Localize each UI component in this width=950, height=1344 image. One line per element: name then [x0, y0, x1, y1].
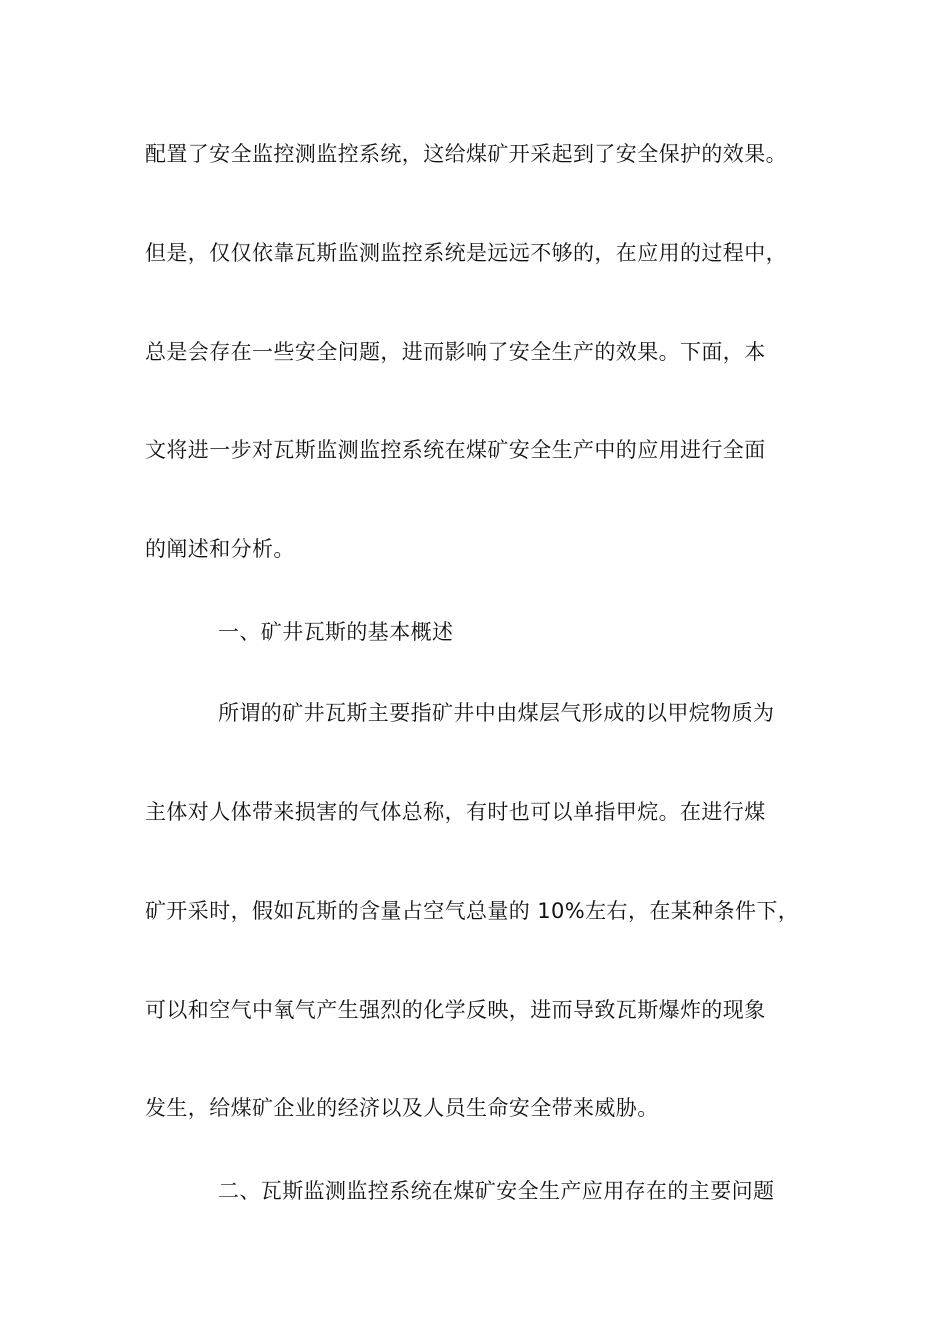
section-heading: 二、瓦斯监测监控系统在煤矿安全生产应用存在的主要问题: [218, 1179, 775, 1203]
paragraph-line: 可以和空气中氧气产生强烈的化学反映，进而导致瓦斯爆炸的现象: [145, 998, 766, 1022]
paragraph-line: 文将进一步对瓦斯监测监控系统在煤矿安全生产中的应用进行全面: [145, 438, 766, 462]
paragraph-line: 所谓的矿井瓦斯主要指矿井中由煤层气形成的以甲烷物质为: [218, 701, 775, 725]
paragraph-line: 发生，给煤矿企业的经济以及人员生命安全带来威胁。: [145, 1096, 659, 1120]
section-heading: 一、矿井瓦斯的基本概述: [218, 620, 454, 644]
paragraph-line: 主体对人体带来损害的气体总称，有时也可以单指甲烷。在进行煤: [145, 800, 766, 824]
paragraph-line: 配置了安全监控测监控系统，这给煤矿开采起到了安全保护的效果。: [145, 142, 787, 166]
paragraph-line: 但是，仅仅依靠瓦斯监测监控系统是远远不够的，在应用的过程中，: [145, 241, 787, 265]
paragraph-line: 的阐述和分析。: [145, 537, 295, 561]
paragraph-line: 总是会存在一些安全问题，进而影响了安全生产的效果。下面，本: [145, 340, 766, 364]
paragraph-line: 矿开采时，假如瓦斯的含量占空气总量的 10%左右，在某种条件下，: [145, 899, 800, 923]
